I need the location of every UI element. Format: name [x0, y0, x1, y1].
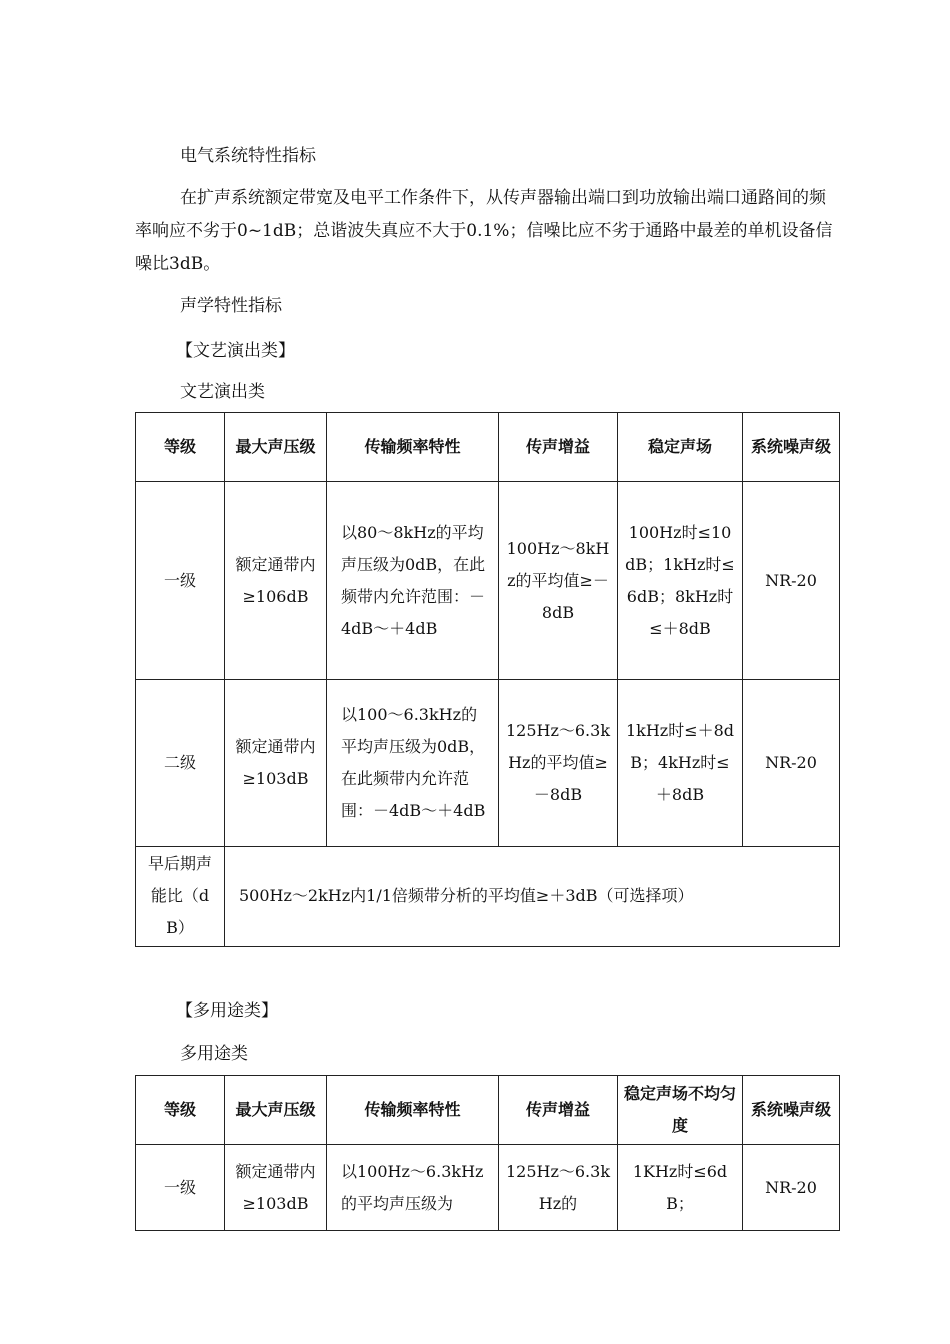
table-header: 等级 [136, 1076, 225, 1145]
table-cell: 1KHz时≤6dB； [618, 1145, 743, 1231]
table-cell: 125Hz～6.3kHz的平均值≥－8dB [499, 680, 618, 846]
table-cell: 额定通带内≥106dB [225, 482, 327, 680]
section1-bracket-heading: 【文艺演出类】 [176, 341, 295, 361]
footer-value-cell: 500Hz～2kHz内1/1倍频带分析的平均值≥＋3dB（可选择项） [225, 846, 840, 946]
table-header-row [136, 413, 840, 482]
table-cell: 一级 [136, 1145, 225, 1231]
section2-bracket-heading: 【多用途类】 [176, 1001, 278, 1021]
table-cell: 以80～8kHz的平均声压级为0dB，在此频带内允许范围：－4dB～＋4dB [327, 482, 499, 680]
table-row [136, 846, 840, 946]
table-cell: 1kHz时≤＋8dB；4kHz时≤＋8dB [618, 680, 743, 846]
table-cell: 125Hz～6.3kHz的 [499, 1145, 618, 1231]
table-header: 传输频率特性 [327, 413, 499, 482]
table-header: 传声增益 [499, 413, 618, 482]
table-cell: 二级 [136, 680, 225, 846]
table-row [136, 1145, 840, 1231]
table-cell: 100Hz时≤10dB；1kHz时≤6dB；8kHz时≤＋8dB [618, 482, 743, 680]
table-cell: NR-20 [743, 680, 840, 846]
footer-label-cell: 早后期声能比（dB） [136, 846, 225, 946]
table-header-row [136, 1076, 840, 1145]
table-row [136, 482, 840, 680]
table-cell: NR-20 [743, 1145, 840, 1231]
table-header: 等级 [136, 413, 225, 482]
table-cell: 100Hz～8kHz的平均值≥－8dB [499, 482, 618, 680]
table-header: 最大声压级 [225, 413, 327, 482]
table-header: 传声增益 [499, 1076, 618, 1145]
table-cell: 以100～6.3kHz的平均声压级为0dB，在此频带内允许范围：－4dB～＋4dB [327, 680, 499, 846]
table-cell: 额定通带内≥103dB [225, 680, 327, 846]
table-header: 稳定声场不均匀度 [618, 1076, 743, 1145]
table-cell: 额定通带内≥103dB [225, 1145, 327, 1231]
table-cell: 以100Hz～6.3kHz的平均声压级为 [327, 1145, 499, 1231]
performance-table [135, 412, 840, 947]
multipurpose-table [135, 1075, 840, 1231]
heading-acoustic: 声学特性指标 [180, 296, 282, 316]
electrical-paragraph: 在扩声系统额定带宽及电平工作条件下，从传声器输出端口到功放输出端口通路间的频率响应不劣于0~1dB；总谐波失真应不大于0.1%；信噪比应不劣于通路中最差的单机设备信噪比3dB。 [135, 188, 833, 274]
table-header: 传输频率特性 [327, 1076, 499, 1145]
table-header: 最大声压级 [225, 1076, 327, 1145]
section2-title: 多用途类 [180, 1044, 248, 1064]
heading-electrical: 电气系统特性指标 [180, 146, 316, 166]
table-header: 系统噪声级 [743, 413, 840, 482]
section1-title: 文艺演出类 [180, 382, 265, 402]
table-header: 系统噪声级 [743, 1076, 840, 1145]
table-cell: 一级 [136, 482, 225, 680]
table-cell: NR-20 [743, 482, 840, 680]
table-row [136, 680, 840, 846]
table-header: 稳定声场 [618, 413, 743, 482]
